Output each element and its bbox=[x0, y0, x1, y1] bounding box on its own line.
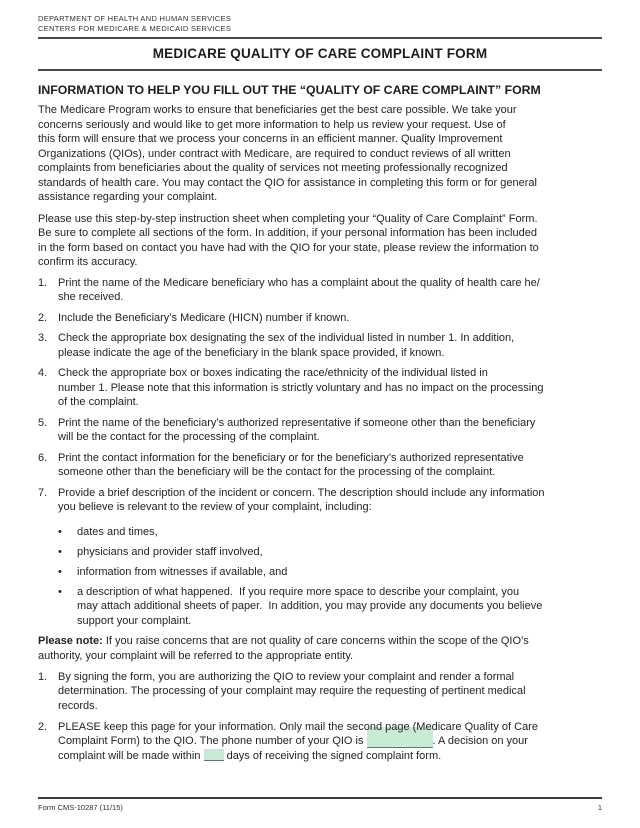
bullet-item bbox=[58, 565, 602, 580]
step-number: 1. bbox=[38, 276, 48, 289]
page-footer bbox=[38, 797, 602, 812]
bullet-icon: • bbox=[58, 525, 62, 538]
text-line: dates and times, bbox=[77, 525, 158, 538]
step-item-4 bbox=[38, 366, 602, 410]
text-line: support your complaint. bbox=[77, 614, 192, 627]
text-line: number 1. Please note that this information is strictly voluntary and has no impact on the processing bbox=[58, 381, 544, 394]
step-number: 7. bbox=[38, 486, 48, 499]
step-item-3 bbox=[38, 331, 602, 360]
title-divider bbox=[38, 69, 602, 71]
text-line: PLEASE keep this page for your information. Only mail the second page (Medicare Quality of Care bbox=[58, 720, 538, 733]
text-line: By signing the form, you are authorizing the QIO to review your complaint and render a formal bbox=[58, 670, 515, 683]
page-title: MEDICARE QUALITY OF CARE COMPLAINT FORM bbox=[152, 46, 488, 61]
text-line: someone other than the beneficiary will be the contact for the processing of the complaint. bbox=[58, 466, 496, 478]
text-line: assistance regarding your complaint. bbox=[38, 191, 218, 203]
step-item-5 bbox=[38, 416, 602, 445]
step-list bbox=[38, 276, 602, 515]
text-line bbox=[58, 749, 602, 764]
step-item-6 bbox=[38, 451, 602, 480]
text-line: Check the appropriate box designating the sex of the individual listed in number 1. In addition, bbox=[58, 332, 515, 344]
text-segment: days of receiving the signed complaint form. bbox=[223, 749, 442, 762]
text-line: Organizations (QIOs), under contract with Medicare, are required to conduct reviews of all written bbox=[38, 147, 511, 160]
step-number: 2. bbox=[38, 311, 48, 324]
text-line: complaints from beneficiaries about the quality of services not meeting professionally recognized bbox=[38, 162, 508, 174]
note-lead: Please note: bbox=[38, 635, 103, 647]
text-line: Provide a brief description of the incident or concern. The description should include any information bbox=[58, 486, 545, 499]
footer-divider bbox=[38, 797, 602, 799]
bullet-item bbox=[58, 545, 602, 560]
step-number: 2. bbox=[38, 720, 48, 733]
header-divider bbox=[38, 37, 602, 39]
text-line: in the form based on contact you have had with the QIO for your state, please review the information to bbox=[38, 241, 539, 254]
text-segment: complaint will be made within bbox=[58, 749, 204, 762]
step-number: 1. bbox=[38, 670, 48, 683]
agency-line-2: CENTERS FOR MEDICARE & MEDICAID SERVICES bbox=[38, 24, 232, 33]
bullet-item bbox=[58, 585, 602, 629]
text-line: confirm its accuracy. bbox=[38, 256, 138, 268]
text-line: this form will ensure that we process your concerns in an efficient manner. Quality Improvement bbox=[38, 133, 503, 145]
text-line: standards of health care. You may contact the QIO for assistance in completing this form or for general bbox=[38, 176, 537, 189]
intro-paragraph bbox=[38, 103, 602, 205]
step-number: 5. bbox=[38, 416, 48, 429]
step-item-2 bbox=[38, 311, 602, 326]
text-segment: Complaint Form) to the QIO. The phone number of your QIO is bbox=[58, 735, 367, 747]
bullet-list bbox=[38, 525, 602, 629]
step-number: 4. bbox=[38, 367, 48, 379]
decision-days-field[interactable] bbox=[204, 749, 224, 761]
final-step-item-2 bbox=[38, 720, 602, 764]
final-step-item-1 bbox=[38, 670, 602, 714]
instructions-paragraph bbox=[38, 212, 602, 270]
form-number: Form CMS-10287 (11/15) bbox=[38, 802, 123, 812]
text-line: Check the appropriate box or boxes indicating the race/ethnicity of the individual listed in bbox=[58, 367, 488, 379]
text-line: please indicate the age of the beneficiary in the blank space provided, if known. bbox=[58, 346, 445, 359]
text-line: Include the Beneficiary’s Medicare (HICN) number if known. bbox=[58, 311, 350, 324]
bullet-icon: • bbox=[58, 545, 62, 558]
agency-line-1: DEPARTMENT OF HEALTH AND HUMAN SERVICES bbox=[38, 14, 232, 23]
text-line: records. bbox=[58, 699, 98, 712]
text-line: Print the contact information for the beneficiary or for the beneficiary’s authorized representative bbox=[58, 451, 524, 464]
text-line: The Medicare Program works to ensure that beneficiaries get the best care possible. We take your bbox=[38, 104, 517, 116]
text-line: concerns seriously and would like to get more information to help us review your request. Use of bbox=[38, 118, 506, 131]
qio-phone-field[interactable] bbox=[367, 734, 433, 746]
text-line: authority, your complaint will be referred to the appropriate entity. bbox=[38, 649, 354, 662]
text-line: of the complaint. bbox=[58, 396, 139, 408]
page-number: 1 bbox=[597, 802, 602, 812]
section-heading: INFORMATION TO HELP YOU FILL OUT THE “QUALITY OF CARE COMPLAINT” FORM bbox=[38, 83, 541, 97]
step-number: 6. bbox=[38, 451, 48, 464]
text-line: you believe is relevant to the review of your complaint, including: bbox=[58, 501, 372, 513]
bullet-item bbox=[58, 525, 602, 540]
text-line bbox=[58, 734, 602, 749]
bullet-icon: • bbox=[58, 585, 62, 598]
text-line: she received. bbox=[58, 291, 124, 303]
text-line: information from witnesses if available, and bbox=[77, 565, 288, 578]
text-line: Please use this step-by-step instruction sheet when completing your “Quality of Care Complaint” Form. bbox=[38, 212, 538, 225]
agency-header bbox=[38, 14, 602, 34]
text-line: determination. The processing of your complaint may require the requesting of pertinent medical bbox=[58, 685, 526, 697]
step-item-7 bbox=[38, 486, 602, 515]
text-line bbox=[38, 634, 602, 649]
step-number: 3. bbox=[38, 332, 48, 344]
text-segment: . A decision on your bbox=[432, 735, 528, 747]
please-note-paragraph bbox=[38, 634, 602, 663]
final-step-list bbox=[38, 670, 602, 764]
note-text: If you raise concerns that are not quality of care concerns within the scope of the QIO’s bbox=[102, 635, 529, 647]
text-line: Print the name of the Medicare beneficiary who has a complaint about the quality of health care he/ bbox=[58, 276, 540, 289]
text-line: Print the name of the beneficiary’s authorized representative if someone other than the beneficiary bbox=[58, 416, 536, 429]
text-line: physicians and provider staff involved, bbox=[77, 545, 263, 558]
bullet-icon: • bbox=[58, 565, 62, 578]
text-line: Be sure to complete all sections of the form. In addition, if your personal information has been included bbox=[38, 227, 537, 239]
step-item-1 bbox=[38, 276, 602, 305]
text-line: will be the contact for the processing of the complaint. bbox=[58, 431, 320, 443]
text-line: may attach additional sheets of paper. In addition, you may provide any documents you believe bbox=[77, 600, 543, 612]
text-line: a description of what happened. If you require more space to describe your complaint, you bbox=[77, 585, 520, 598]
